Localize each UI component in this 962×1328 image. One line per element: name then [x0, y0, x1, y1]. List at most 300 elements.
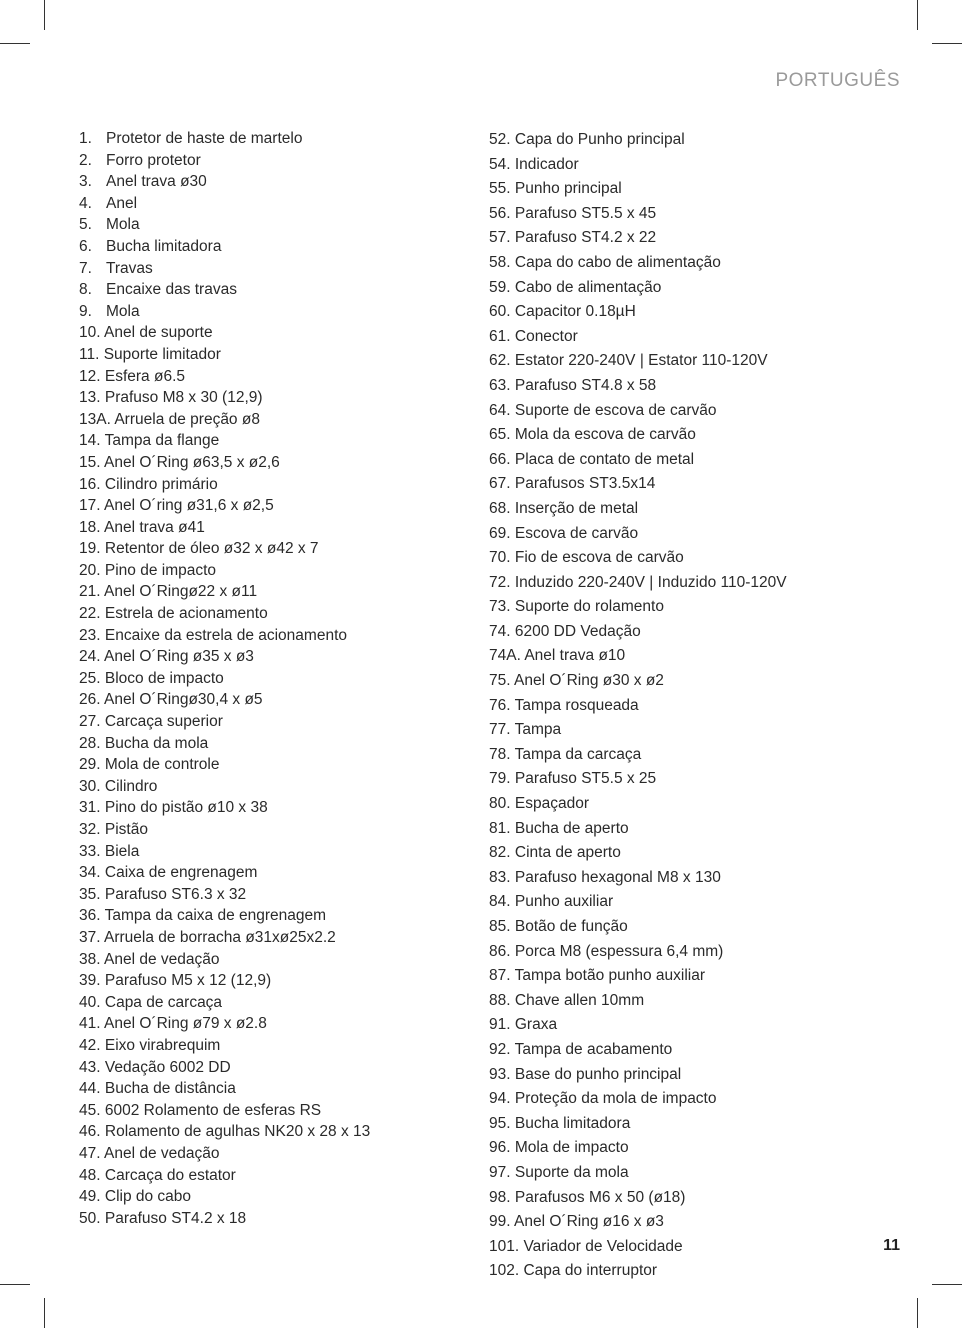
part-name: Tampa da carcaça — [514, 745, 642, 763]
part-name: Tampa da flange — [104, 432, 220, 450]
part-name: Protetor de haste de martelo — [106, 130, 303, 147]
part-name: Bloco de impacto — [104, 669, 224, 687]
part-number: 96. — [489, 1139, 511, 1157]
part-item — [489, 300, 909, 325]
part-item — [489, 915, 909, 940]
part-item — [489, 817, 909, 842]
part-item — [79, 279, 479, 301]
part-item — [489, 694, 909, 719]
part-number: 18. — [79, 518, 101, 536]
part-name: 6002 Rolamento de esferas RS — [104, 1101, 322, 1119]
part-name: Anel trava ø41 — [104, 518, 205, 536]
part-item — [489, 202, 909, 227]
part-item — [79, 1208, 479, 1230]
part-number: 74. — [489, 622, 511, 640]
part-number: 2. — [79, 151, 92, 169]
part-number: 69. — [489, 524, 511, 542]
part-name: Tampa de acabamento — [514, 1040, 673, 1058]
part-number: 14. — [79, 432, 101, 450]
part-item — [79, 322, 479, 344]
part-number: 25. — [79, 669, 101, 687]
part-number: 68. — [489, 499, 511, 517]
part-number: 19. — [79, 540, 101, 558]
part-item — [489, 399, 909, 424]
language-header: PORTUGUÊS — [775, 70, 900, 91]
part-item — [79, 1165, 479, 1187]
part-name: Cabo de alimentação — [514, 278, 662, 296]
part-number: 30. — [79, 777, 101, 795]
part-item — [489, 448, 909, 473]
part-number: 1. — [79, 130, 92, 147]
part-item — [79, 301, 479, 323]
part-number: 34. — [79, 864, 101, 882]
part-number: 93. — [489, 1065, 511, 1083]
part-number: 95. — [489, 1114, 511, 1132]
part-number: 11. — [79, 345, 100, 363]
part-name: Estrela de acionamento — [104, 605, 268, 623]
part-number: 39. — [79, 972, 101, 990]
part-item — [489, 644, 909, 669]
part-item — [79, 1186, 479, 1208]
part-name: Tampa botão punho auxiliar — [514, 967, 706, 985]
part-item — [79, 819, 479, 841]
part-number: 4. — [79, 194, 92, 212]
part-number: 41. — [79, 1015, 101, 1033]
part-item — [489, 571, 909, 596]
part-name: Eixo virabrequim — [104, 1036, 221, 1054]
part-item — [79, 581, 479, 603]
part-name: Proteção da mola de impacto — [514, 1090, 717, 1108]
part-number: 91. — [489, 1016, 511, 1034]
part-number: 57. — [489, 229, 511, 247]
part-number: 85. — [489, 918, 511, 935]
part-name: Anel de vedação — [104, 1144, 220, 1162]
part-item — [489, 497, 909, 522]
part-item — [489, 718, 909, 743]
part-name: Anel O´Ring ø30 x ø2 — [514, 672, 664, 690]
part-number: 64. — [489, 401, 511, 419]
part-item — [79, 884, 479, 906]
part-item — [489, 595, 909, 620]
part-item — [489, 1087, 909, 1112]
part-name: Anel de suporte — [104, 324, 213, 342]
part-number: 46. — [79, 1123, 101, 1141]
part-item — [489, 1112, 909, 1137]
part-number: 48. — [79, 1166, 101, 1184]
part-name: Pino do pistão ø10 x 38 — [104, 799, 268, 817]
part-number: 24. — [79, 648, 101, 666]
part-item — [79, 1078, 479, 1100]
part-name: Capa do Punho principal — [514, 131, 685, 148]
part-name: Vedação 6002 DD — [104, 1058, 231, 1076]
part-item — [489, 1210, 909, 1235]
part-name: Base do punho principal — [514, 1065, 682, 1083]
part-item — [79, 560, 479, 582]
part-name: Botão de função — [514, 918, 628, 935]
part-number: 97. — [489, 1163, 511, 1181]
part-number: 33. — [79, 842, 101, 860]
part-number: 61. — [489, 327, 511, 345]
part-name: Cilindro primário — [104, 475, 218, 493]
part-item — [489, 792, 909, 817]
part-name: Placa de contato de metal — [514, 450, 695, 468]
part-name: Induzido 220-240V | Induzido 110-120V — [514, 573, 787, 591]
part-number: 73. — [489, 598, 511, 616]
part-item — [79, 841, 479, 863]
part-name: Variador de Velocidade — [523, 1237, 683, 1255]
part-item — [79, 387, 479, 409]
part-item — [489, 226, 909, 251]
part-item — [489, 325, 909, 350]
part-item — [79, 214, 479, 236]
part-name: Parafuso ST4.2 x 18 — [104, 1209, 247, 1227]
part-number: 6. — [79, 237, 92, 255]
part-number: 28. — [79, 734, 101, 752]
part-item — [79, 366, 479, 388]
part-number: 60. — [489, 303, 511, 321]
part-name: Prafuso M8 x 30 (12,9) — [104, 389, 263, 407]
part-number: 12. — [79, 367, 101, 385]
part-name: Parafuso ST4.2 x 22 — [514, 229, 657, 247]
part-number: 37. — [79, 928, 101, 946]
part-number: 21. — [79, 583, 101, 601]
part-number: 8. — [79, 281, 92, 299]
part-item — [79, 495, 479, 517]
part-number: 27. — [79, 713, 101, 731]
crop-mark — [932, 43, 962, 44]
part-item — [79, 733, 479, 755]
part-item — [489, 1013, 909, 1038]
part-number: 79. — [489, 770, 511, 788]
part-name: Anel O´Ring ø35 x ø3 — [104, 648, 254, 666]
part-name: Suporte de escova de carvão — [514, 401, 717, 419]
part-number: 13A. — [79, 410, 111, 428]
part-item — [489, 1161, 909, 1186]
part-item — [79, 409, 479, 431]
part-item — [79, 776, 479, 798]
part-name: Indicador — [514, 155, 579, 173]
part-number: 86. — [489, 942, 511, 960]
part-number: 92. — [489, 1040, 511, 1058]
page-number: 11 — [883, 1237, 900, 1254]
part-item — [79, 754, 479, 776]
crop-mark — [44, 0, 45, 30]
part-number: 78. — [489, 745, 511, 763]
part-number: 16. — [79, 475, 101, 493]
part-name: Parafusos M6 x 50 (ø18) — [514, 1188, 686, 1206]
part-number: 44. — [79, 1080, 101, 1098]
part-item — [79, 517, 479, 539]
part-name: Forro protetor — [106, 151, 201, 169]
part-item — [489, 177, 909, 202]
part-number: 5. — [79, 216, 92, 234]
part-name: Suporte do rolamento — [514, 598, 664, 616]
part-item — [489, 1063, 909, 1088]
part-number: 70. — [489, 549, 511, 567]
part-number: 66. — [489, 450, 511, 468]
part-number: 36. — [79, 907, 101, 925]
part-name: Conector — [514, 327, 578, 345]
part-number: 55. — [489, 180, 511, 198]
part-item — [79, 538, 479, 560]
part-name: Retentor de óleo ø32 x ø42 x 7 — [104, 540, 319, 558]
part-name: Fio de escova de carvão — [514, 549, 684, 567]
part-item — [489, 989, 909, 1014]
part-item — [79, 171, 479, 193]
part-name: Chave allen 10mm — [514, 991, 645, 1009]
part-number: 75. — [489, 672, 511, 690]
crop-mark — [932, 1284, 962, 1285]
part-name: Porca M8 (espessura 6,4 mm) — [514, 942, 724, 960]
part-item — [489, 767, 909, 792]
part-item — [489, 1136, 909, 1161]
part-item — [489, 374, 909, 399]
part-number: 82. — [489, 844, 511, 862]
part-number: 81. — [489, 819, 511, 837]
part-number: 35. — [79, 885, 101, 903]
part-item — [489, 522, 909, 547]
part-number: 20. — [79, 561, 101, 579]
part-name: Encaixe da estrela de acionamento — [104, 626, 348, 644]
part-name: Biela — [104, 842, 140, 860]
part-number: 52. — [489, 131, 511, 148]
part-item — [79, 1121, 479, 1143]
part-name: Inserção de metal — [514, 499, 639, 517]
part-number: 23. — [79, 626, 101, 644]
part-name: Bucha limitadora — [106, 237, 222, 255]
part-name: Carcaça superior — [104, 713, 223, 731]
part-name: Bucha de distância — [104, 1080, 236, 1098]
part-number: 74A. — [489, 647, 521, 665]
part-item — [489, 964, 909, 989]
part-number: 31. — [79, 799, 101, 817]
part-item — [79, 1143, 479, 1165]
part-item — [489, 620, 909, 645]
part-name: Tampa rosqueada — [514, 696, 639, 714]
part-number: 45. — [79, 1101, 101, 1119]
part-number: 77. — [489, 721, 511, 739]
part-item — [79, 452, 479, 474]
part-number: 56. — [489, 204, 511, 222]
part-name: Escova de carvão — [514, 524, 639, 542]
part-number: 42. — [79, 1036, 101, 1054]
part-name: Anel O´Ringø30,4 x ø5 — [104, 691, 263, 709]
crop-mark — [917, 1298, 918, 1328]
part-name: Cilindro — [104, 777, 158, 795]
part-item — [489, 940, 909, 965]
part-name: Encaixe das travas — [106, 281, 237, 299]
part-item — [489, 1038, 909, 1063]
part-item — [79, 430, 479, 452]
part-item — [79, 474, 479, 496]
part-item — [79, 1013, 479, 1035]
part-name: Pino de impacto — [104, 561, 217, 579]
part-number: 54. — [489, 155, 511, 173]
part-item — [489, 472, 909, 497]
part-number: 58. — [489, 253, 511, 271]
part-name: Bucha limitadora — [514, 1114, 631, 1132]
part-name: Anel O´Ring ø79 x ø2.8 — [104, 1015, 267, 1033]
part-number: 13. — [79, 389, 101, 407]
part-item — [79, 1057, 479, 1079]
part-number: 80. — [489, 795, 511, 813]
part-name: Graxa — [514, 1016, 558, 1034]
part-name: Arruela de preção ø8 — [114, 410, 260, 428]
part-name: Capa do cabo de alimentação — [514, 253, 721, 271]
part-name: Parafuso hexagonal M8 x 130 — [514, 868, 721, 886]
part-number: 76. — [489, 696, 511, 714]
part-name: Mola de impacto — [514, 1139, 629, 1157]
part-item — [489, 743, 909, 768]
part-item — [79, 905, 479, 927]
part-name: Parafusos ST3.5x14 — [514, 475, 656, 493]
part-number: 84. — [489, 893, 511, 911]
parts-list-right — [489, 128, 909, 1284]
part-item — [79, 668, 479, 690]
part-item — [489, 890, 909, 915]
part-number: 63. — [489, 376, 511, 394]
part-name: Anel O´Ringø22 x ø11 — [104, 583, 258, 601]
part-number: 17. — [79, 497, 101, 515]
part-item — [79, 150, 479, 172]
part-name: Parafuso ST4.8 x 58 — [514, 376, 657, 394]
part-name: Rolamento de agulhas NK20 x 28 x 13 — [104, 1123, 371, 1141]
parts-list-left — [79, 128, 479, 1229]
part-number: 67. — [489, 475, 511, 493]
part-name: Travas — [106, 259, 153, 277]
part-name: Caixa de engrenagem — [104, 864, 258, 882]
part-number: 32. — [79, 821, 101, 838]
part-number: 29. — [79, 756, 101, 774]
part-number: 99. — [489, 1213, 511, 1231]
part-item — [489, 153, 909, 178]
part-name: Esfera ø6.5 — [104, 367, 185, 385]
part-item — [79, 927, 479, 949]
part-name: Suporte limitador — [103, 345, 221, 363]
part-item — [79, 344, 479, 366]
part-item — [489, 349, 909, 374]
part-item — [489, 1186, 909, 1211]
part-item — [489, 841, 909, 866]
part-item — [79, 949, 479, 971]
part-name: Anel trava ø30 — [106, 173, 207, 191]
part-name: Capa de carcaça — [104, 993, 223, 1011]
part-number: 10. — [79, 324, 101, 342]
part-item — [79, 711, 479, 733]
part-item — [489, 866, 909, 891]
part-name: Parafuso ST6.3 x 32 — [104, 885, 247, 903]
part-number: 87. — [489, 967, 511, 985]
part-name: Clip do cabo — [104, 1188, 192, 1206]
part-item — [79, 128, 479, 150]
part-item — [79, 1035, 479, 1057]
part-item — [79, 797, 479, 819]
part-name: Espaçador — [514, 795, 589, 813]
part-number: 43. — [79, 1058, 101, 1076]
part-item — [489, 423, 909, 448]
part-number: 65. — [489, 426, 511, 444]
part-name: Capa do interruptor — [523, 1262, 658, 1280]
part-number: 62. — [489, 352, 511, 370]
part-item — [79, 689, 479, 711]
part-number: 59. — [489, 278, 511, 296]
part-name: Mola da escova de carvão — [514, 426, 696, 444]
part-name: Capacitor 0.18µH — [514, 303, 636, 321]
part-item — [79, 258, 479, 280]
part-name: Estator 220-240V | Estator 110-120V — [514, 352, 768, 370]
part-name: Anel O´Ring ø16 x ø3 — [514, 1213, 664, 1231]
part-name: Punho auxiliar — [514, 893, 614, 911]
part-item — [79, 992, 479, 1014]
part-name: Bucha da mola — [104, 734, 209, 752]
part-number: 7. — [79, 259, 92, 277]
part-number: 98. — [489, 1188, 511, 1206]
part-number: 72. — [489, 573, 511, 591]
part-item — [79, 970, 479, 992]
part-item — [489, 251, 909, 276]
part-name: Anel O´Ring ø63,5 x ø2,6 — [104, 453, 280, 471]
part-name: Anel — [106, 194, 138, 212]
part-item — [489, 546, 909, 571]
crop-mark — [917, 0, 918, 30]
part-number: 38. — [79, 950, 101, 968]
part-number: 49. — [79, 1188, 101, 1206]
part-name: Tampa — [514, 721, 562, 739]
part-name: Anel trava ø10 — [524, 647, 626, 665]
part-number: 22. — [79, 605, 101, 623]
crop-mark — [0, 43, 30, 44]
part-number: 40. — [79, 993, 101, 1011]
crop-mark — [44, 1298, 45, 1328]
part-number: 9. — [79, 302, 92, 320]
part-item — [79, 1100, 479, 1122]
part-number: 15. — [79, 453, 101, 471]
part-item — [79, 862, 479, 884]
part-name: Parafuso M5 x 12 (12,9) — [104, 972, 272, 990]
part-number: 88. — [489, 991, 511, 1009]
part-item — [489, 276, 909, 301]
part-name: Suporte da mola — [514, 1163, 629, 1181]
part-name: Pistão — [104, 821, 148, 838]
part-item — [489, 1235, 909, 1260]
part-item — [489, 128, 909, 153]
part-number: 101. — [489, 1237, 520, 1255]
crop-mark — [0, 1284, 30, 1285]
part-item — [79, 646, 479, 668]
part-item — [79, 236, 479, 258]
part-name: 6200 DD Vedação — [514, 622, 641, 640]
part-item — [79, 625, 479, 647]
part-number: 94. — [489, 1090, 511, 1108]
part-name: Punho principal — [514, 180, 622, 198]
part-name: Parafuso ST5.5 x 25 — [514, 770, 657, 788]
part-name: Bucha de aperto — [514, 819, 629, 837]
part-name: Mola — [106, 216, 140, 234]
part-number: 83. — [489, 868, 511, 886]
part-item — [79, 603, 479, 625]
part-name: Mola de controle — [104, 756, 220, 774]
part-item — [79, 193, 479, 215]
part-number: 50. — [79, 1209, 101, 1227]
part-number: 102. — [489, 1262, 520, 1280]
part-number: 3. — [79, 173, 92, 191]
part-item — [489, 1259, 909, 1284]
part-number: 47. — [79, 1144, 101, 1162]
part-name: Anel O´ring ø31,6 x ø2,5 — [104, 497, 274, 515]
part-item — [489, 669, 909, 694]
part-name: Mola — [106, 302, 140, 320]
part-name: Carcaça do estator — [104, 1166, 236, 1184]
